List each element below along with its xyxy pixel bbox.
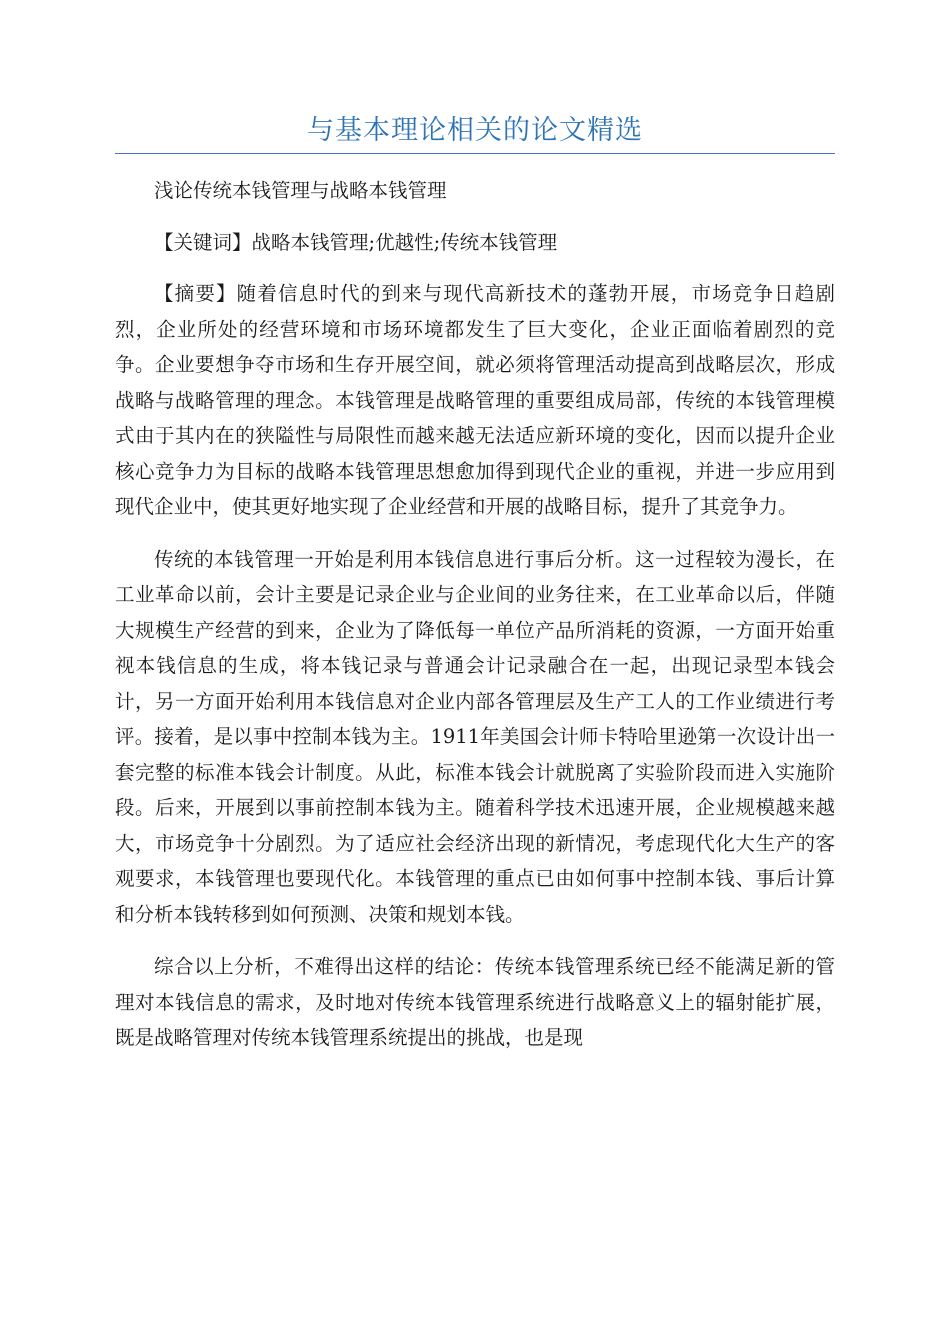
conclusion-paragraph: 综合以上分析，不难得出这样的结论：传统本钱管理系统已经不能满足新的管理对本钱信息的需求，及时地对传统本钱管理系统进行战略意义上的辐射能扩展，既是战略管理对传统本钱管理系统提出的挑战，也是现 [115,955,835,1049]
title-underline [115,153,835,154]
abstract-paragraph: 【摘要】随着信息时代的到来与现代高新技术的蓬勃开展，市场竞争日趋剧烈，企业所处的经营环境和市场环境都发生了巨大变化，企业正面临着剧烈的竞争。企业要想争夺市场和生存开展空间，就必须将管理活动提高到战略层次，形成战略与战略管理的理念。本钱管理是战略管理的重要组成局部，传统的本钱管理模式由于其内在的狭隘性与局限性而越来越无法适应新环境的变化，因而以提升企业核心竞争力为目标的战略本钱管理思想愈加得到现代企业的重视，并进一步应用到现代企业中，使其更好地实现了企业经营和开展的战略目标，提升了其竞争力。 [115,282,835,518]
article-subtitle: 浅论传统本钱管理与战略本钱管理 [154,179,447,202]
keywords-paragraph: 【关键词】战略本钱管理;优越性;传统本钱管理 [154,230,558,254]
document-body [115,173,835,1056]
document-title: 与基本理论相关的论文精选 [307,115,643,146]
history-paragraph: 传统的本钱管理一开始是利用本钱信息进行事后分析。这一过程较为漫长，在工业革命以前，会计主要是记录企业与企业间的业务往来，在工业革命以后，伴随大规模生产经营的到来，企业为了降低每一单位产品所消耗的资源，一方面开始重视本钱信息的生成，将本钱记录与普通会计记录融合在一起，出现记录型本钱会计，另一方面开始利用本钱信息对企业内部各管理层及生产工人的工作业绩进行考评。接着，是以事中控制本钱为主。1911年美国会计师卡特哈里逊第一次设计出一套完整的标准本钱会计制度。从此，标准本钱会计就脱离了实验阶段而进入实施阶段。后来，开展到以事前控制本钱为主。随着科学技术迅速开展，企业规模越来越大，市场竞争十分剧烈。为了适应社会经济出现的新情况，考虑现代化大生产的客观要求，本钱管理也要现代化。本钱管理的重点已由如何事中控制本钱、事后计算和分析本钱转移到如何预测、决策和规划本钱。 [115,547,835,926]
